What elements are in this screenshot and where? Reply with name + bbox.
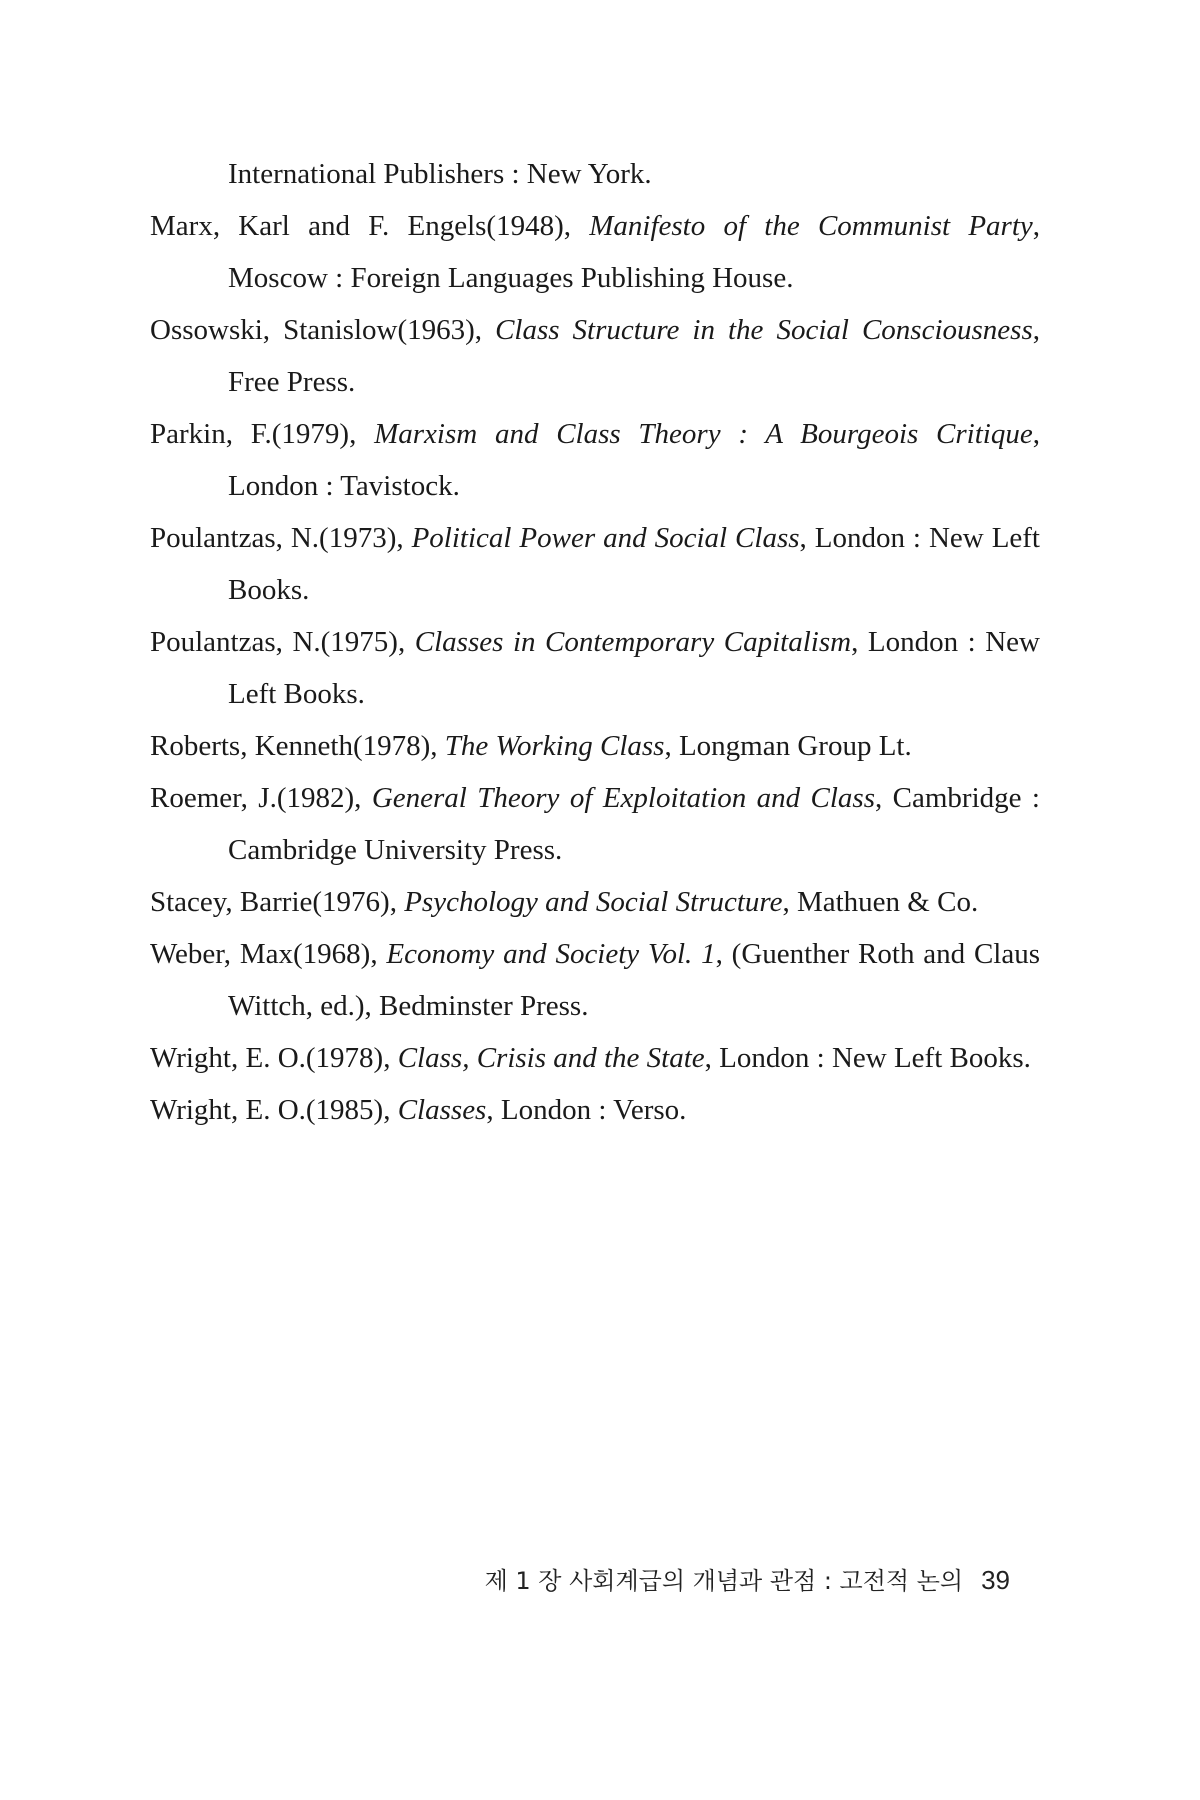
reference-publisher: , Moscow : Foreign Languages Publishing House. [228, 210, 1041, 294]
reference-author: Ossowski, Stanislow(1963), [150, 314, 496, 346]
reference-author: Roemer, J.(1982), [150, 782, 372, 814]
reference-entry-9 [150, 928, 1040, 1032]
reference-entry-7 [150, 772, 1040, 876]
reference-title: Psychology and Social Structure [404, 886, 783, 918]
reference-entry-1 [150, 200, 1040, 304]
page-footer [470, 1562, 1010, 1599]
reference-author: Parkin, F.(1979), [150, 418, 375, 450]
reference-title: Marxism and Class Theory : A Bourgeois Critique [374, 418, 1033, 450]
reference-entry-3 [150, 408, 1040, 512]
reference-publisher: , London : New Left Books. [704, 1042, 1031, 1074]
reference-title: Manifesto of the Communist Party [589, 210, 1033, 242]
reference-author: Marx, Karl and F. Engels(1948), [150, 210, 590, 242]
reference-publisher: , London : New Left Books. [228, 626, 1040, 710]
reference-title: Class, Crisis and the State [397, 1042, 705, 1074]
reference-title: Classes in Contemporary Capitalism [414, 626, 852, 658]
reference-title: General Theory of Exploitation and Class [371, 782, 875, 814]
reference-author: Wright, E. O.(1978), [150, 1042, 398, 1074]
reference-publisher: , (Guenther Roth and Claus Wittch, ed.), Bedminster Press. [228, 938, 1041, 1022]
reference-publisher: , London : Tavistock. [228, 418, 1040, 502]
reference-title: Economy and Society Vol. 1 [386, 938, 716, 970]
reference-publisher: , London : Verso. [486, 1094, 687, 1126]
reference-title: Class Structure in the Social Consciousness [495, 314, 1033, 346]
reference-entry-10 [150, 1032, 1040, 1084]
reference-author: Poulantzas, N.(1975), [150, 626, 415, 658]
chapter-title: 제 1 장 사회계급의 개념과 관점 : 고전적 논의 [484, 1567, 964, 1595]
reference-publisher: , Longman Group Lt. [664, 730, 912, 762]
reference-publisher: , London : New Left Books. [228, 522, 1040, 606]
reference-entry-8 [150, 876, 1040, 928]
reference-author: Roberts, Kenneth(1978), [150, 730, 445, 762]
reference-publisher: , Mathuen & Co. [782, 886, 979, 918]
reference-author: Weber, Max(1968), [150, 938, 387, 970]
reference-title: The Working Class [444, 730, 665, 762]
reference-entry-0 [150, 148, 1040, 200]
reference-publisher: , Free Press. [228, 314, 1040, 398]
reference-author: Stacey, Barrie(1976), [150, 886, 405, 918]
page-number: 39 [981, 1565, 1010, 1595]
reference-title: Classes [397, 1094, 487, 1126]
reference-list [150, 148, 1040, 1136]
reference-entry-5 [150, 616, 1040, 720]
reference-author: Poulantzas, N.(1973), [150, 522, 412, 554]
reference-entry-11 [150, 1084, 1040, 1136]
reference-title: Political Power and Social Class [411, 522, 800, 554]
reference-entry-6 [150, 720, 1040, 772]
reference-entry-2 [150, 304, 1040, 408]
reference-entry-4 [150, 512, 1040, 616]
reference-continuation: International Publishers : New York. [228, 158, 652, 190]
reference-author: Wright, E. O.(1985), [150, 1094, 398, 1126]
reference-publisher: , Cambridge : Cambridge University Press. [228, 782, 1040, 866]
